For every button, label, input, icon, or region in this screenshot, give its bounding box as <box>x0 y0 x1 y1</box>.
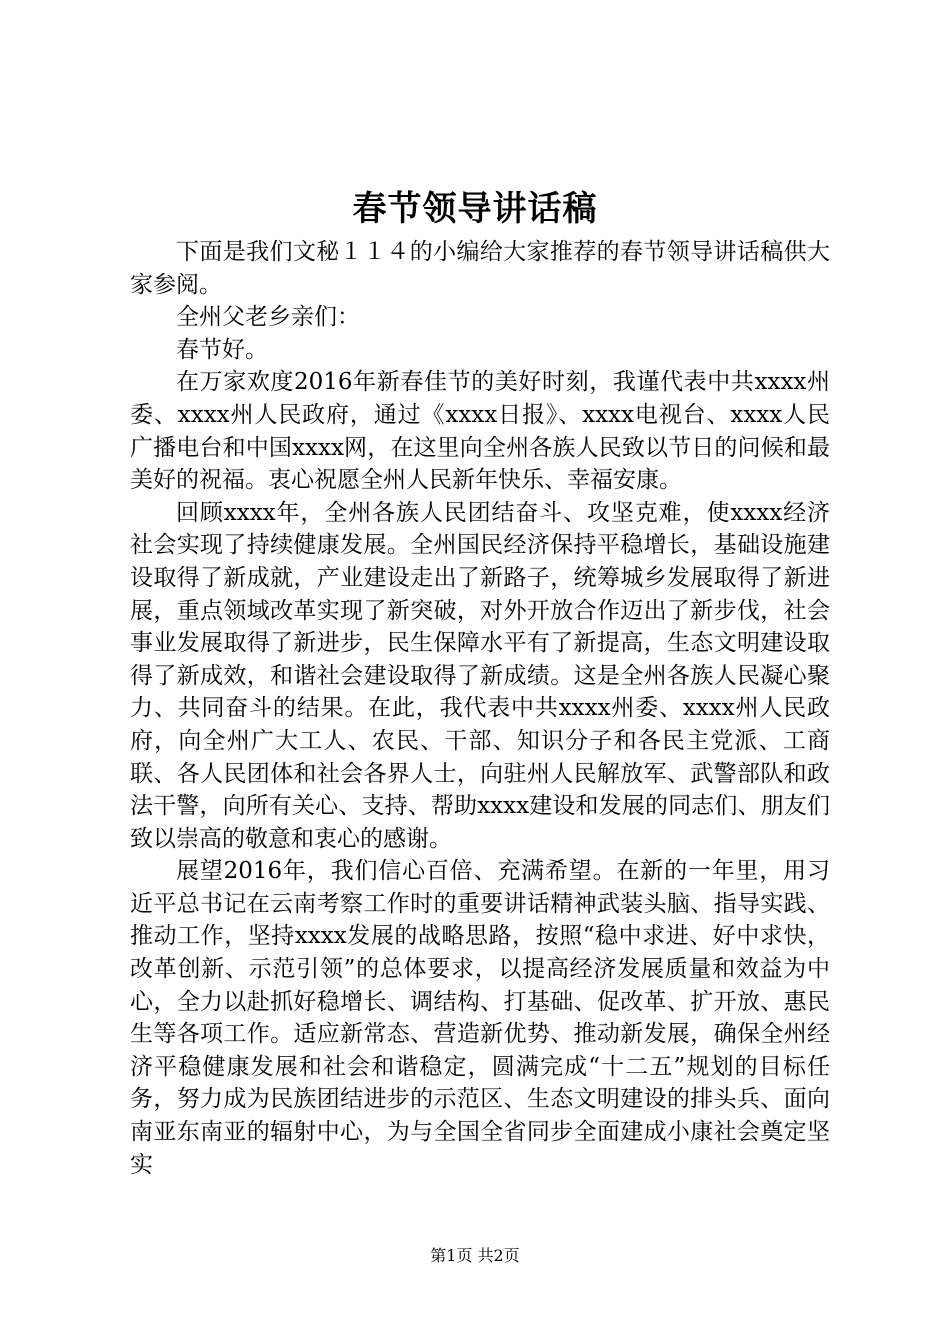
paragraph-outlook: 展望2016年，我们信心百倍、充满希望。在新的一年里，用习近平总书记在云南考察工作时的重要讲话精神武装头脑、指导实践、推动工作，坚持xxxx发展的战略思路，按照“稳中求进、好中求快，改革创新、示范引领”的总体要求，以提高经济发展质量和效益为中心，全力以赴抓好稳增长、调结构、打基础、促改革、扩开放、惠民生等各项工作。适应新常态、营造新优势、推动新发展，确保全州经济平稳健康发展和社会和谐稳定，圆满完成“十二五”规划的目标任务，努力成为民族团结进步的示范区、生态文明建设的排头兵、面向南亚东南亚的辐射中心，为与全国全省同步全面建成小康社会奠定坚实 <box>130 858 830 1178</box>
page-number-footer: 第1页 共2页 <box>430 1246 520 1265</box>
paragraph-wishes: 在万家欢度2016年新春佳节的美好时刻，我谨代表中共xxxx州委、xxxx州人民政府，通过《xxxx日报》、xxxx电视台、xxxx人民广播电台和中国xxxx网，在这里向全州各族人民致以节日的问候和最美好的祝福。衷心祝愿全州人民新年快乐、幸福安康。 <box>130 369 830 494</box>
document-title: 春节领导讲话稿 <box>352 189 598 229</box>
paragraph-intro: 下面是我们文秘１１４的小编给大家推荐的春节领导讲话稿供大家参阅。 <box>130 239 830 298</box>
paragraph-salutation: 全州父老乡亲们： <box>176 304 360 331</box>
paragraph-review: 回顾xxxx年，全州各族人民团结奋斗、攻坚克难，使xxxx经济社会实现了持续健康发展。全州国民经济保持平稳增长，基础设施建设取得了新成就，产业建设走出了新路子，统筹城乡发展取得了新进展，重点领域改革实现了新突破，对外开放合作迈出了新步伐，社会事业发展取得了新进步，民生保障水平有了新提高，生态文明建设取得了新成效，和谐社会建设取得了新成绩。这是全州各族人民凝心聚力、共同奋斗的结果。在此，我代表中共xxxx州委、xxxx州人民政府，向全州广大工人、农民、干部、知识分子和各民主党派、工商联、各人民团体和社会各界人士，向驻州人民解放军、武警部队和政法干警，向所有关心、支持、帮助xxxx建设和发展的同志们、朋友们致以崇高的敬意和衷心的感谢。 <box>130 499 830 852</box>
document-body <box>130 236 830 1181</box>
paragraph-greeting: 春节好。 <box>176 336 268 363</box>
